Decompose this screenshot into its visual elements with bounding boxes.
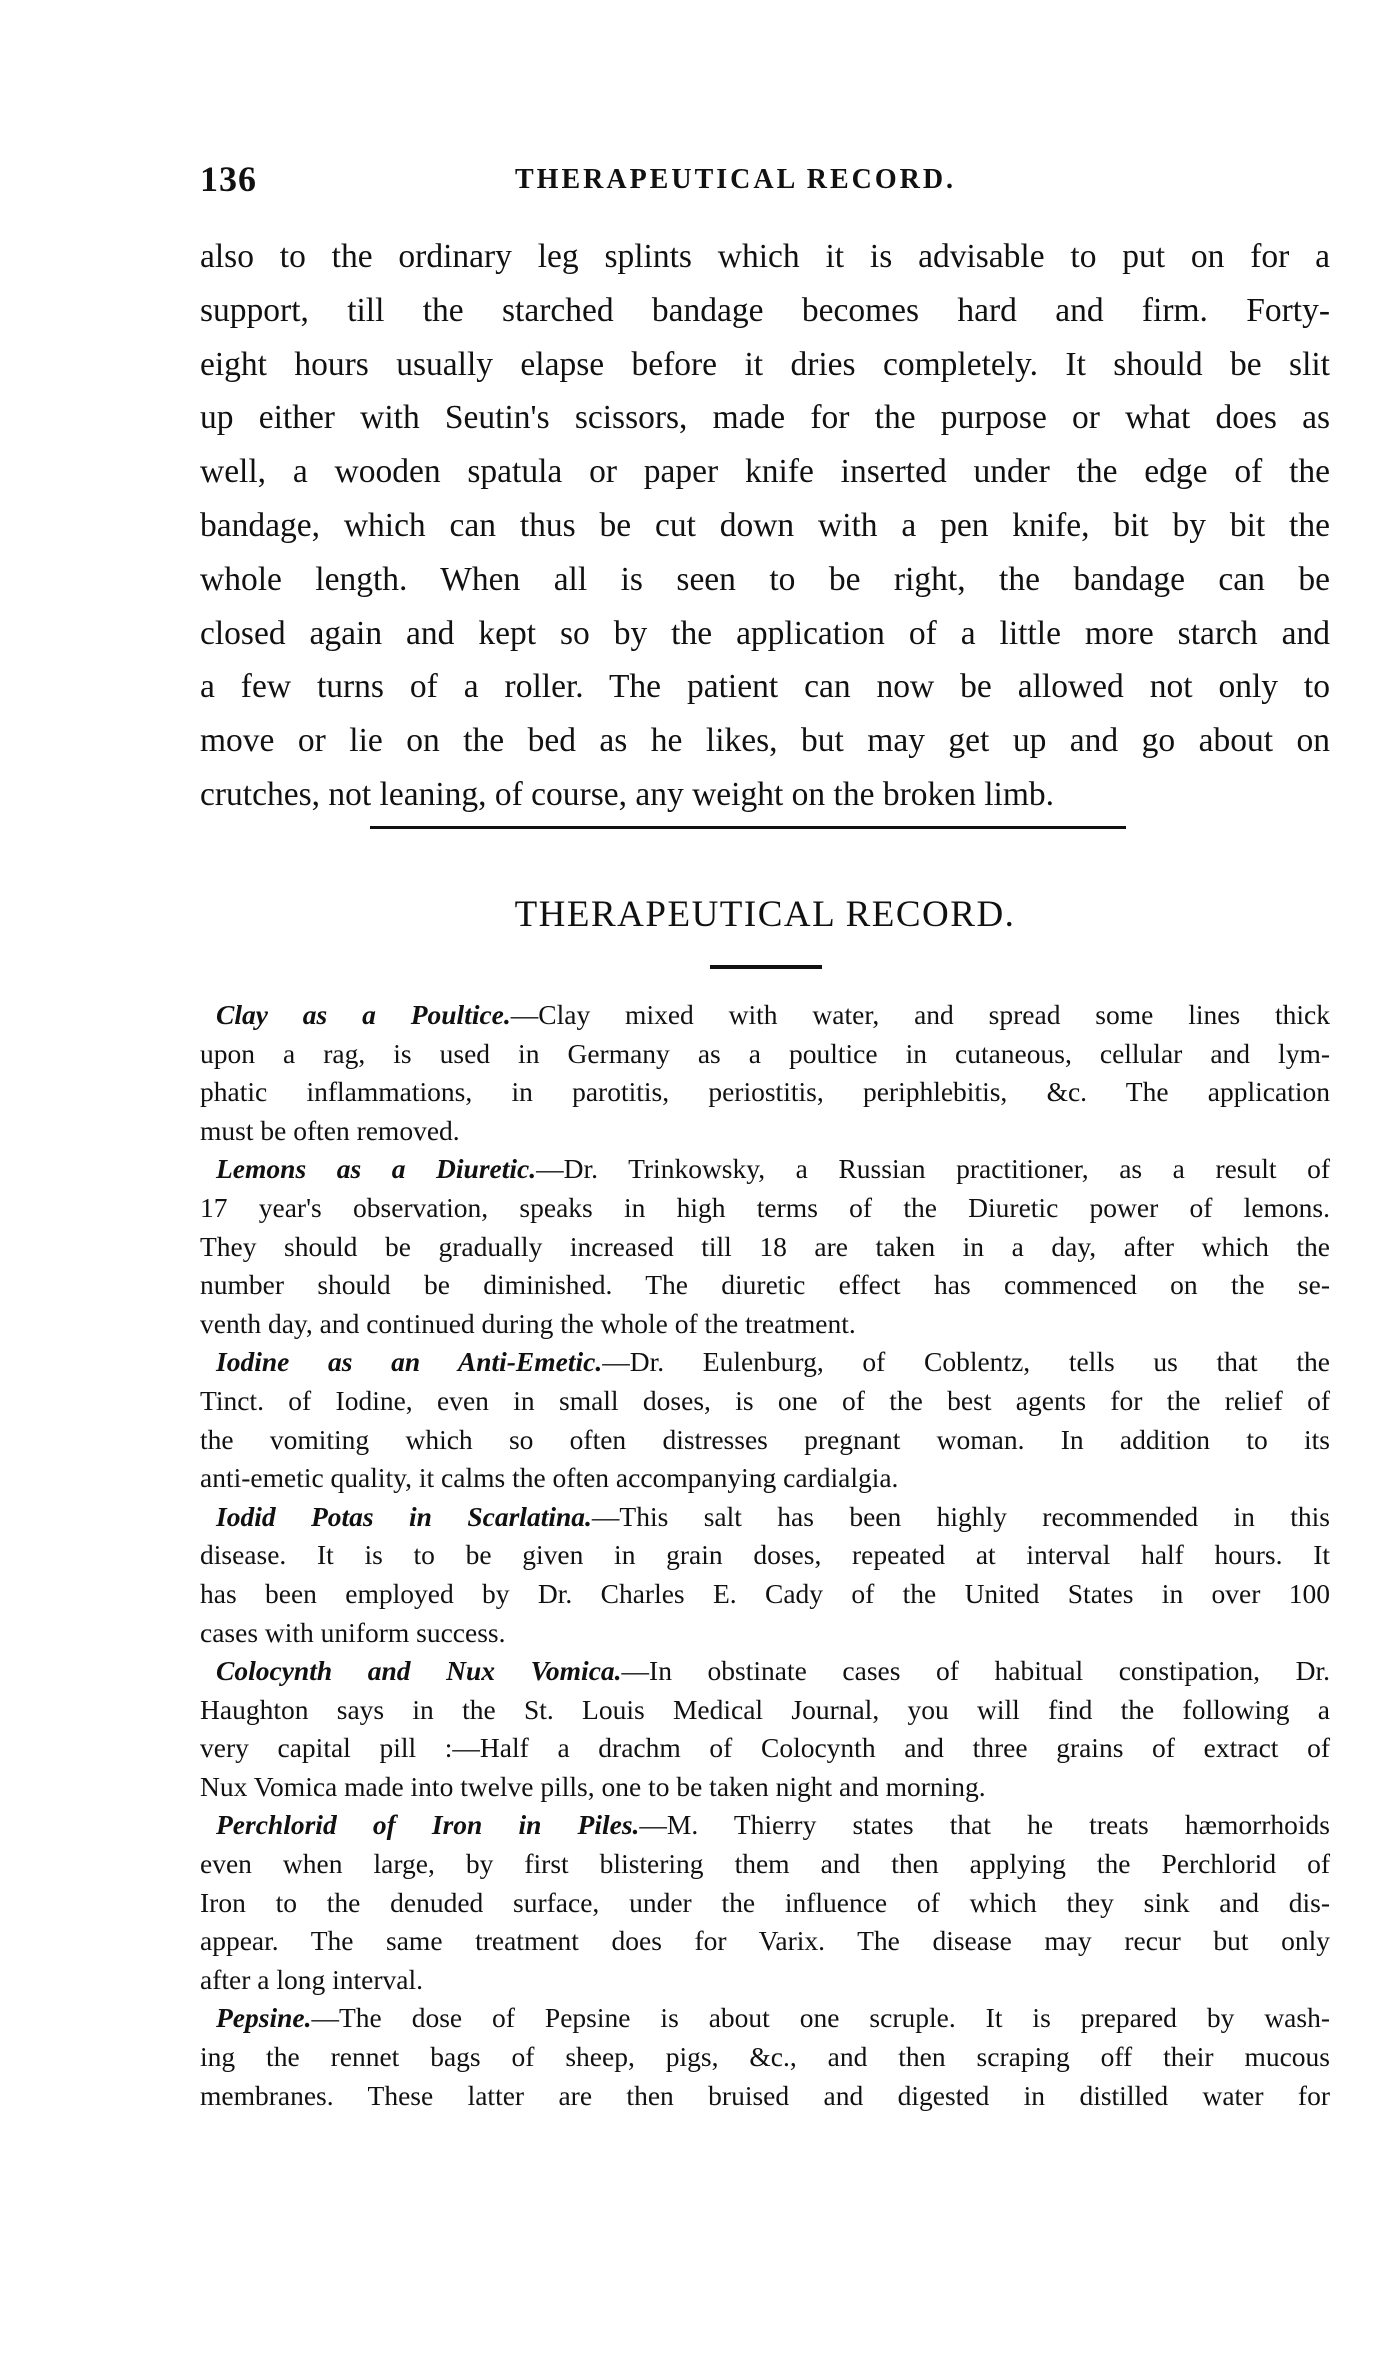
entry-first-line [200,1343,1330,1382]
entry-heading: Iodid Potas in Scarlatina. [216,1500,592,1532]
entry-heading: Perchlorid of Iron in Piles. [216,1809,640,1841]
entry-first-line [200,1498,1330,1537]
text-line: after a long interval. [200,1963,423,1995]
record-entry [200,1806,1330,1999]
text-line: well, a wooden spatula or paper knife inserted under the edge of the [200,453,1330,491]
text-line: closed again and kept so by the application of a little more starch and [200,614,1330,652]
record-entry [200,1150,1330,1343]
entry-heading: Clay as a Poultice. [216,999,511,1030]
section-divider [370,826,1126,829]
page-header [200,158,1330,208]
entry-text: —M. Thierry states that he treats hæmorrhoids [639,1809,1330,1841]
text-line: also to the ordinary leg splints which it is advisable to put on for a [200,238,1330,275]
text-line: support, till the starched bandage becomes hard and firm. Forty- [200,291,1330,329]
record-entry [200,1343,1330,1497]
entry-text: —Dr. Trinkowsky, a Russian practitioner, as a result of [536,1153,1331,1185]
text-line: Iron to the denuded surface, under the influence of which they sink and dis- [200,1886,1330,1918]
text-line: eight hours usually elapse before it dries completely. It should be slit [200,345,1330,383]
entry-first-line [200,1652,1330,1691]
entry-heading: Iodine as an Anti-Emetic. [216,1346,603,1378]
text-line: bandage, which can thus be cut down with a pen knife, bit by bit the [200,506,1330,544]
entry-first-line [200,1150,1330,1189]
text-line: move or lie on the bed as he likes, but may get up and go about on [200,722,1330,760]
text-line: phatic inflammations, in parotitis, periostitis, periphlebitis, &c. The application [200,1076,1330,1108]
entry-first-line [200,1999,1330,2038]
text-line: very capital pill :—Half a drachm of Colocynth and three grains of extract of [200,1732,1330,1764]
text-line: anti-emetic quality, it calms the often accompanying cardialgia. [200,1462,899,1494]
record-entry [200,996,1330,1150]
continuation-paragraph [200,230,1330,822]
text-line: has been employed by Dr. Charles E. Cady of the United States in over 100 [200,1577,1330,1609]
text-line: even when large, by first blistering them and then applying the Perchlorid of [200,1848,1330,1880]
record-entry [200,1498,1330,1652]
text-line: the vomiting which so often distresses pregnant woman. In addition to its [200,1423,1330,1455]
text-line: Tinct. of Iodine, even in small doses, is one of the best agents for the relief of [200,1384,1330,1416]
text-line: disease. It is to be given in grain doses, repeated at interval half hours. It [200,1539,1330,1571]
entry-heading: Colocynth and Nux Vomica. [216,1655,622,1687]
section-title: THERAPEUTICAL RECORD. [514,894,1016,935]
running-head: THERAPEUTICAL RECORD. [515,164,957,195]
text-line: crutches, not leaning, of course, any weight on the broken limb. [200,775,1055,813]
text-line: They should be gradually increased till 18 are taken in a day, after which the [200,1230,1330,1262]
entry-text: —This salt has been highly recommended in this [591,1500,1330,1532]
text-line: venth day, and continued during the whole of the treatment. [200,1307,856,1339]
record-entry [200,1652,1330,1806]
text-line: a few turns of a roller. The patient can now be allowed not only to [200,668,1330,706]
text-line: whole length. When all is seen to be right, the bandage can be [200,560,1330,598]
entry-text: —Clay mixed with water, and spread some lines thick [510,999,1330,1030]
therapeutical-record-entries [200,996,1330,2115]
entry-heading: Pepsine. [216,2002,312,2034]
text-line: Haughton says in the St. Louis Medical Journal, you will find the following a [200,1693,1330,1725]
text-line: up either with Seutin's scissors, made for the purpose or what does as [200,399,1330,437]
entry-first-line [200,996,1330,1035]
text-line: ing the rennet bags of sheep, pigs, &c., and then scraping off their mucous [200,2041,1330,2073]
entry-heading: Lemons as a Diuretic. [216,1153,537,1185]
entry-text: —Dr. Eulenburg, of Coblentz, tells us that the [602,1346,1330,1378]
text-line: must be often removed. [200,1114,460,1146]
text-line: appear. The same treatment does for Varix. The disease may recur but only [200,1925,1330,1957]
text-line: Nux Vomica made into twelve pills, one to be taken night and morning. [200,1770,986,1802]
text-line: number should be diminished. The diuretic effect has commenced on the se- [200,1269,1330,1301]
text-line: cases with uniform success. [200,1616,506,1648]
text-line: upon a rag, is used in Germany as a poultice in cutaneous, cellular and lym- [200,1037,1330,1069]
entry-first-line [200,1806,1330,1845]
page-number: 136 [200,159,257,199]
text-line: 17 year's observation, speaks in high terms of the Diuretic power of lemons. [200,1191,1330,1223]
title-underline [710,965,822,969]
entry-text: —In obstinate cases of habitual constipation, Dr. [621,1655,1330,1687]
text-line: membranes. These latter are then bruised and digested in distilled water for [200,2079,1330,2111]
record-entry [200,1999,1330,2115]
entry-text: —The dose of Pepsine is about one scruple. It is prepared by wash- [311,2002,1330,2034]
